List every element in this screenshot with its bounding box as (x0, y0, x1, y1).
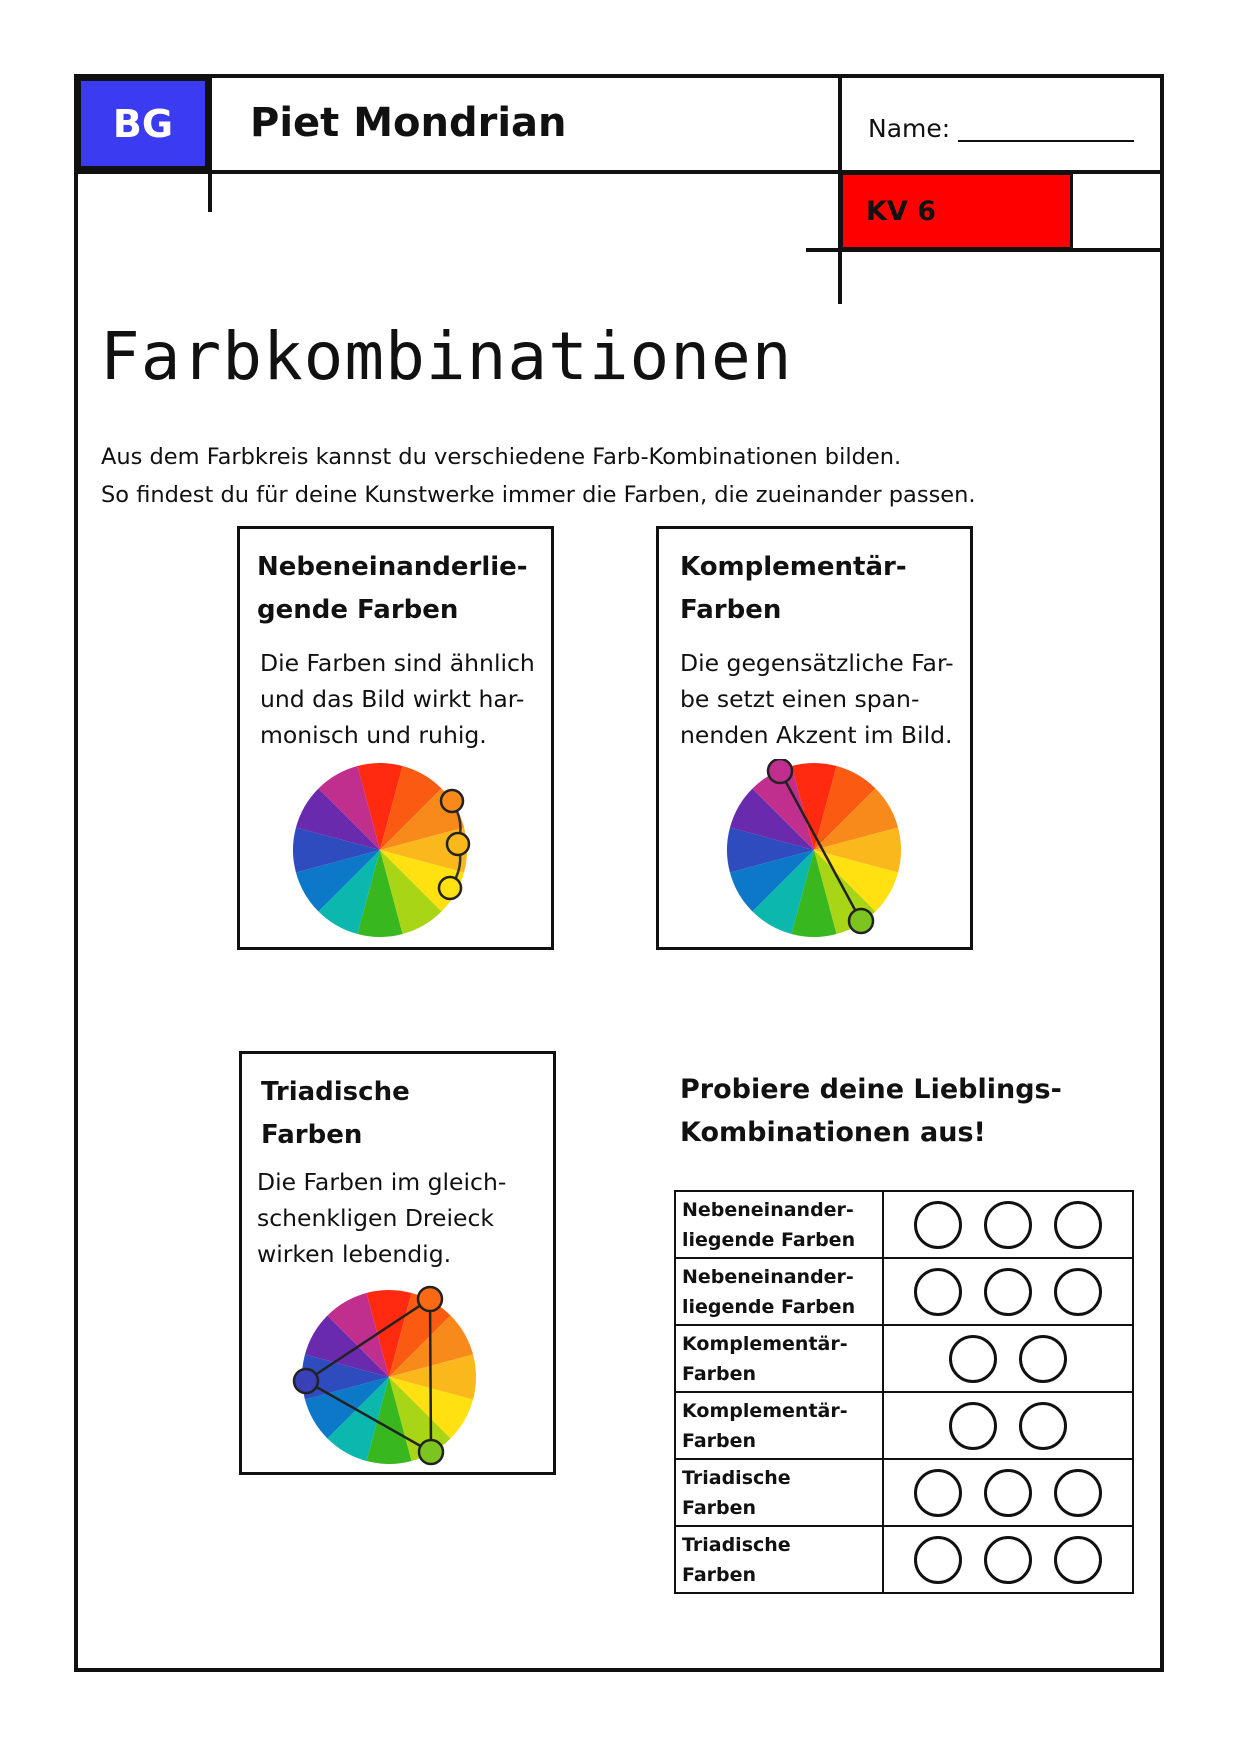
combination-label-line: Nebeneinander- (682, 1265, 854, 1288)
combination-label (675, 1191, 883, 1258)
card-title-line: Komplementär- (680, 552, 907, 582)
color-wheel (302, 1290, 476, 1464)
color-wheel (293, 763, 467, 937)
combination-label-line: Farben (682, 1429, 757, 1452)
card-text-line: monisch und ruhig. (260, 721, 487, 749)
intro-line-1: Aus dem Farbkreis kannst du verschiedene Farb-Kombinationen bilden. (101, 444, 902, 470)
card-text-line: Die gegensätzliche Far- (680, 649, 954, 677)
color-slot-circle[interactable] (984, 1268, 1032, 1316)
try-title-line: Kombinationen aus! (680, 1117, 986, 1148)
color-slot-circle[interactable] (914, 1268, 962, 1316)
combination-label-line: liegende Farben (682, 1228, 856, 1251)
card-title-line: Farben (261, 1120, 363, 1150)
card-text-line: wirken lebendig. (257, 1240, 452, 1268)
headline: Farbkombinationen (100, 318, 793, 395)
color-slot-circle[interactable] (1019, 1335, 1067, 1383)
color-slots (884, 1536, 1132, 1584)
combination-label-line: Farben (682, 1496, 757, 1519)
color-slot-circle[interactable] (1019, 1402, 1067, 1450)
card-title-line: Triadische (261, 1077, 410, 1107)
table-row (675, 1191, 1133, 1258)
marker-blue (294, 1369, 318, 1393)
color-slots-cell (883, 1392, 1133, 1459)
color-slot-circle[interactable] (984, 1536, 1032, 1584)
color-slots (884, 1469, 1132, 1517)
combination-label-line: Triadische (682, 1533, 791, 1556)
color-wheel-adjacent (290, 759, 490, 949)
name-field[interactable] (958, 140, 1134, 142)
marker-green (419, 1440, 443, 1464)
combination-label-line: Triadische (682, 1466, 791, 1489)
color-slots-cell (883, 1191, 1133, 1258)
table-row (675, 1392, 1133, 1459)
marker-yellow (439, 877, 461, 899)
table-row (675, 1526, 1133, 1593)
color-slot-circle[interactable] (914, 1469, 962, 1517)
card-text-line: nenden Akzent im Bild. (680, 721, 953, 749)
color-slot-circle[interactable] (949, 1402, 997, 1450)
table-row (675, 1325, 1133, 1392)
try-section-title (680, 1068, 1062, 1154)
color-slots (884, 1335, 1132, 1383)
marker-magenta (768, 759, 792, 783)
card-text-line: be setzt einen span- (680, 685, 920, 713)
color-slots (884, 1268, 1132, 1316)
color-slot-circle[interactable] (914, 1536, 962, 1584)
marker-green (849, 909, 873, 933)
try-title-line: Probiere deine Lieblings- (680, 1074, 1062, 1105)
card-text-line: Die Farben sind ähnlich (260, 649, 535, 677)
card-title-line: gende Farben (257, 595, 459, 625)
color-slots (884, 1402, 1132, 1450)
combination-label-line: liegende Farben (682, 1295, 856, 1318)
combination-label (675, 1526, 883, 1593)
card-text-line: schenkligen Dreieck (257, 1204, 495, 1232)
intro-line-2: So findest du für deine Kunstwerke immer die Farben, die zueinander passen. (101, 482, 976, 508)
color-slot-circle[interactable] (949, 1335, 997, 1383)
combination-label-line: Farben (682, 1563, 757, 1586)
marker-yellow-orange (447, 833, 469, 855)
combination-label-line: Komplementär- (682, 1399, 848, 1422)
page-title: Piet Mondrian (250, 100, 567, 146)
color-slots-cell (883, 1258, 1133, 1325)
combination-label (675, 1392, 883, 1459)
name-label: Name: (868, 114, 951, 143)
color-slot-circle[interactable] (984, 1469, 1032, 1517)
color-slots-cell (883, 1459, 1133, 1526)
card-text-line: und das Bild wirkt har- (260, 685, 525, 713)
combination-label (675, 1258, 883, 1325)
color-slots (884, 1201, 1132, 1249)
table-row (675, 1459, 1133, 1526)
color-wheel-complementary (724, 759, 924, 949)
card-title-line: Farben (680, 595, 782, 625)
combination-label-line: Nebeneinander- (682, 1198, 854, 1221)
color-slot-circle[interactable] (1054, 1268, 1102, 1316)
card-text-line: Die Farben im gleich- (257, 1168, 507, 1196)
card-complementary-colors (656, 526, 973, 950)
color-slot-circle[interactable] (914, 1201, 962, 1249)
table-row (675, 1258, 1133, 1325)
color-slots-cell (883, 1325, 1133, 1392)
marker-orange (418, 1287, 442, 1311)
color-wheel (727, 763, 901, 937)
color-slot-circle[interactable] (1054, 1536, 1102, 1584)
combination-label (675, 1325, 883, 1392)
card-adjacent-colors (237, 526, 554, 950)
color-wheel-triadic (292, 1282, 532, 1472)
color-slot-circle[interactable] (1054, 1469, 1102, 1517)
card-title-line: Nebeneinanderlie- (257, 552, 528, 582)
combination-table (674, 1190, 1134, 1594)
card-triadic-colors (239, 1051, 556, 1475)
combination-label-line: Farben (682, 1362, 757, 1385)
subject-badge: BG (77, 77, 209, 170)
color-slot-circle[interactable] (1054, 1201, 1102, 1249)
combination-label-line: Komplementär- (682, 1332, 848, 1355)
color-slots-cell (883, 1526, 1133, 1593)
sheet-code-badge: KV 6 (840, 172, 1073, 250)
combination-label (675, 1459, 883, 1526)
marker-orange (441, 790, 463, 812)
color-slot-circle[interactable] (984, 1201, 1032, 1249)
